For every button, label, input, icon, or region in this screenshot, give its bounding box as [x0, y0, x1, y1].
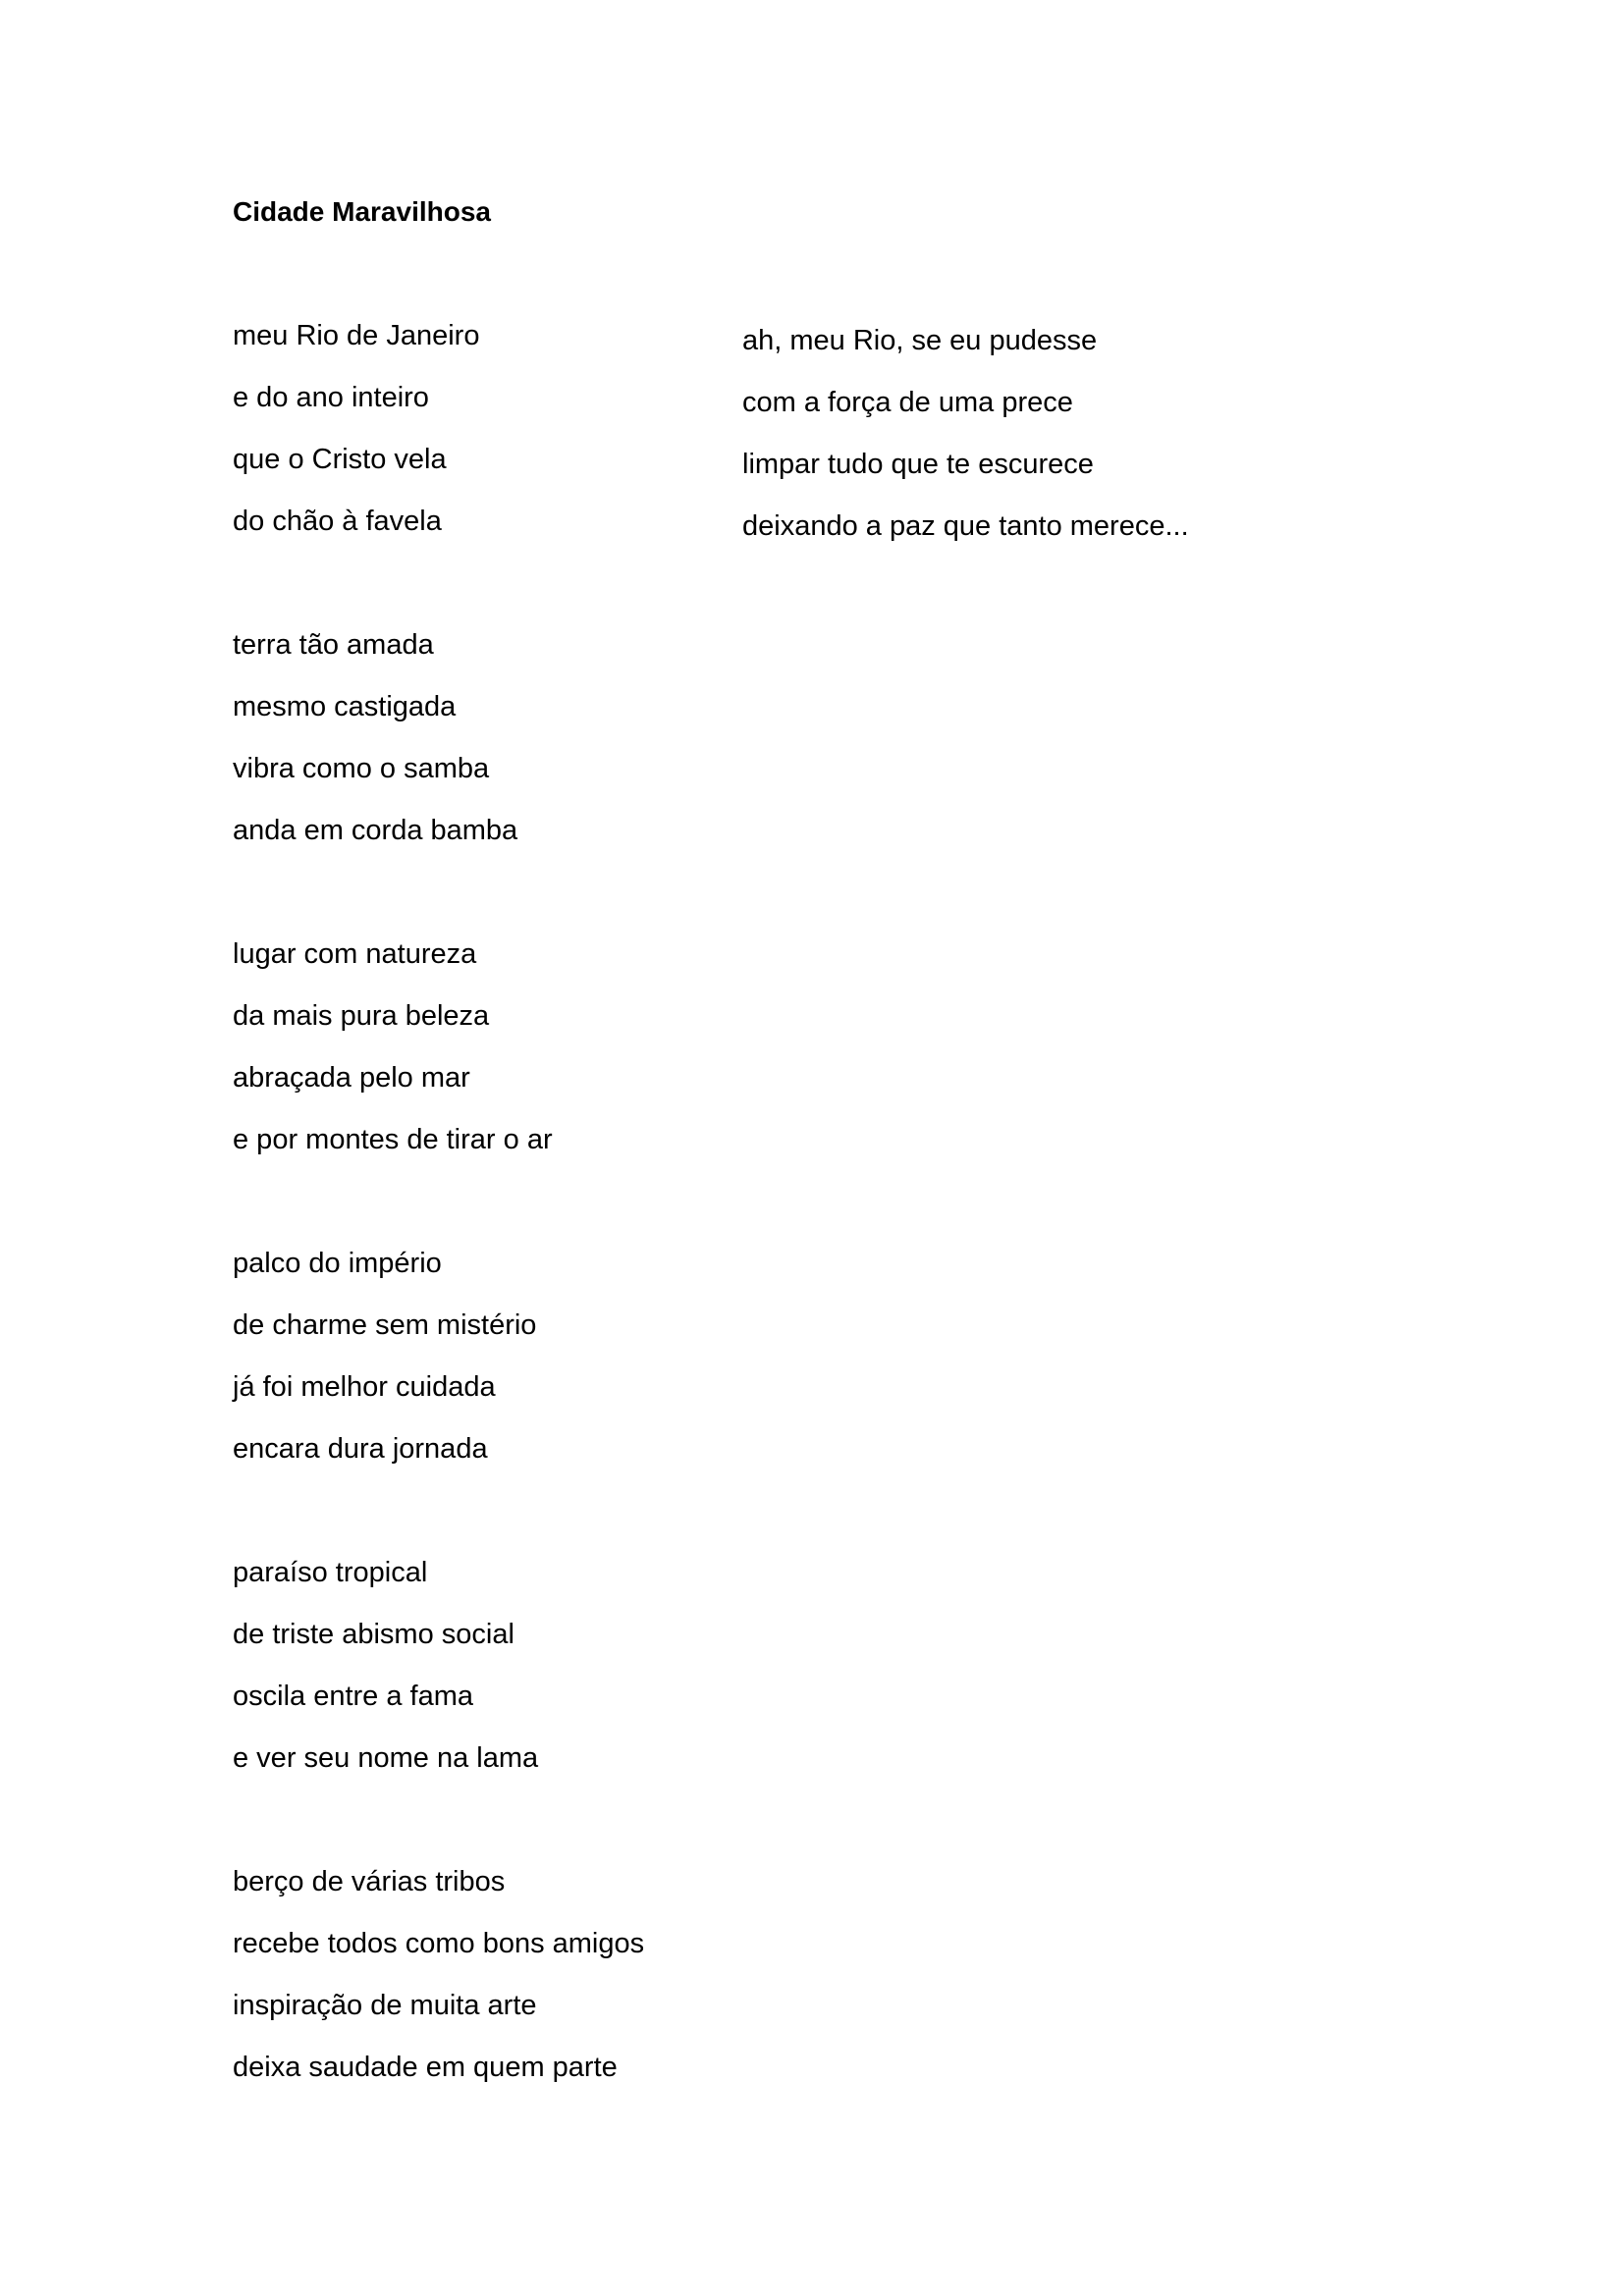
- poem-line: lugar com natureza: [233, 938, 477, 970]
- poem-line: de charme sem mistério: [233, 1309, 537, 1341]
- poem-line: mesmo castigada: [233, 691, 457, 722]
- poem-line: e por montes de tirar o ar: [233, 1124, 553, 1155]
- poem-line: com a força de uma prece: [742, 387, 1073, 418]
- poem-line: do chão à favela: [233, 506, 442, 537]
- poem-line: limpar tudo que te escurece: [742, 449, 1094, 480]
- poem-line: e ver seu nome na lama: [233, 1742, 539, 1774]
- poem-line: recebe todos como bons amigos: [233, 1928, 645, 1959]
- poem-line: de triste abismo social: [233, 1619, 514, 1650]
- poem-line: paraíso tropical: [233, 1557, 428, 1588]
- poem-line: ah, meu Rio, se eu pudesse: [742, 325, 1098, 356]
- poem-line: terra tão amada: [233, 629, 434, 661]
- poem-line: berço de várias tribos: [233, 1866, 506, 1897]
- poem-line: deixa saudade em quem parte: [233, 2052, 618, 2083]
- poem-line: vibra como o samba: [233, 753, 490, 784]
- poem-line: abraçada pelo mar: [233, 1062, 470, 1094]
- poem-line: inspiração de muita arte: [233, 1990, 537, 2021]
- poem-line: e do ano inteiro: [233, 382, 429, 413]
- poem-line: oscila entre a fama: [233, 1681, 474, 1712]
- poem-line: anda em corda bamba: [233, 815, 518, 846]
- poem-line: palco do império: [233, 1248, 442, 1279]
- poem-line: deixando a paz que tanto merece...: [742, 510, 1189, 542]
- poem-line: encara dura jornada: [233, 1433, 488, 1465]
- poem-title: Cidade Maravilhosa: [233, 196, 491, 227]
- poem-line: meu Rio de Janeiro: [233, 320, 480, 351]
- poem-line: já foi melhor cuidada: [233, 1371, 496, 1403]
- poem-line: que o Cristo vela: [233, 444, 447, 475]
- poem-line: da mais pura beleza: [233, 1000, 490, 1032]
